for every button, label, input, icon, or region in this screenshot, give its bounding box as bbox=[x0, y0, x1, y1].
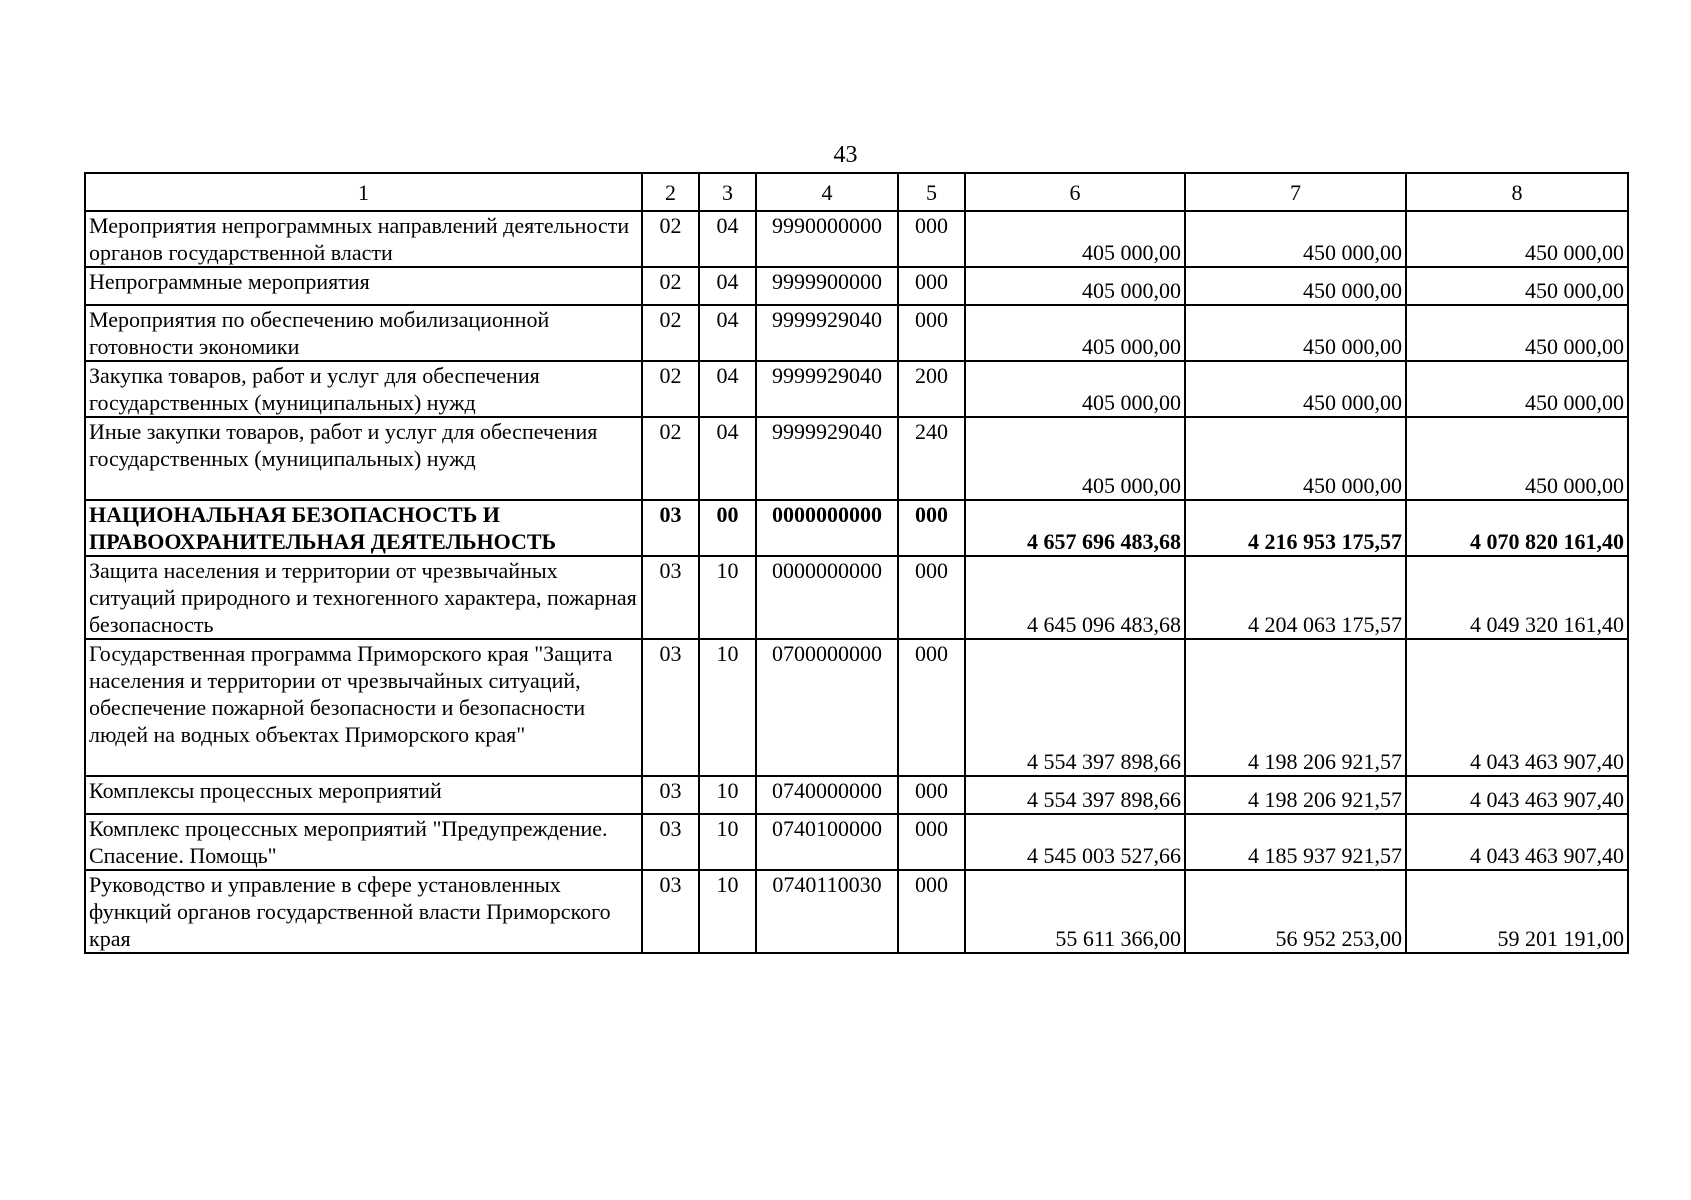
target-article-code: 9999929040 bbox=[756, 305, 898, 361]
subsection-code: 10 bbox=[699, 776, 756, 814]
amount-col-8: 450 000,00 bbox=[1406, 305, 1628, 361]
amount-col-6: 405 000,00 bbox=[965, 361, 1185, 417]
amount-col-7: 450 000,00 bbox=[1185, 417, 1406, 500]
subsection-code: 04 bbox=[699, 267, 756, 305]
amount-col-7: 4 204 063 175,57 bbox=[1185, 556, 1406, 639]
subsection-code: 04 bbox=[699, 211, 756, 267]
amount-col-6: 405 000,00 bbox=[965, 305, 1185, 361]
amount-col-7: 4 216 953 175,57 bbox=[1185, 500, 1406, 556]
target-article-code: 9999900000 bbox=[756, 267, 898, 305]
table-row bbox=[85, 776, 1628, 814]
section-code: 03 bbox=[642, 814, 699, 870]
amount-col-7: 450 000,00 bbox=[1185, 361, 1406, 417]
subsection-code: 10 bbox=[699, 870, 756, 953]
budget-table bbox=[84, 172, 1629, 954]
item-name: НАЦИОНАЛЬНАЯ БЕЗОПАСНОСТЬ И ПРАВООХРАНИТЕЛЬНАЯ ДЕЯТЕЛЬНОСТЬ bbox=[85, 500, 642, 556]
item-name: Государственная программа Приморского края "Защита населения и территории от чрезвычайных ситуаций, обеспечение пожарной безопасности и безопасности людей на водных объектах Приморского края" bbox=[85, 639, 642, 776]
target-article-code: 0740100000 bbox=[756, 814, 898, 870]
amount-col-6: 4 657 696 483,68 bbox=[965, 500, 1185, 556]
expense-type-code: 000 bbox=[898, 870, 965, 953]
target-article-code: 0000000000 bbox=[756, 556, 898, 639]
table-row bbox=[85, 556, 1628, 639]
amount-col-8: 450 000,00 bbox=[1406, 417, 1628, 500]
amount-col-8: 450 000,00 bbox=[1406, 211, 1628, 267]
column-header: 4 bbox=[756, 173, 898, 211]
item-name: Непрограммные мероприятия bbox=[85, 267, 642, 305]
amount-col-6: 405 000,00 bbox=[965, 417, 1185, 500]
amount-col-7: 450 000,00 bbox=[1185, 267, 1406, 305]
subsection-code: 00 bbox=[699, 500, 756, 556]
item-name: Мероприятия непрограммных направлений деятельности органов государственной власти bbox=[85, 211, 642, 267]
column-header: 8 bbox=[1406, 173, 1628, 211]
section-code: 03 bbox=[642, 639, 699, 776]
expense-type-code: 000 bbox=[898, 639, 965, 776]
table-row bbox=[85, 305, 1628, 361]
amount-col-7: 56 952 253,00 bbox=[1185, 870, 1406, 953]
expense-type-code: 200 bbox=[898, 361, 965, 417]
expense-type-code: 240 bbox=[898, 417, 965, 500]
table-row bbox=[85, 211, 1628, 267]
table-row bbox=[85, 870, 1628, 953]
item-name: Комплексы процессных мероприятий bbox=[85, 776, 642, 814]
expense-type-code: 000 bbox=[898, 814, 965, 870]
amount-col-7: 450 000,00 bbox=[1185, 211, 1406, 267]
amount-col-8: 4 043 463 907,40 bbox=[1406, 814, 1628, 870]
table-row bbox=[85, 639, 1628, 776]
amount-col-7: 450 000,00 bbox=[1185, 305, 1406, 361]
expense-type-code: 000 bbox=[898, 776, 965, 814]
table-row bbox=[85, 814, 1628, 870]
section-code: 03 bbox=[642, 870, 699, 953]
amount-col-6: 405 000,00 bbox=[965, 211, 1185, 267]
amount-col-6: 4 554 397 898,66 bbox=[965, 639, 1185, 776]
column-header: 7 bbox=[1185, 173, 1406, 211]
section-code: 03 bbox=[642, 500, 699, 556]
expense-type-code: 000 bbox=[898, 500, 965, 556]
amount-col-6: 4 545 003 527,66 bbox=[965, 814, 1185, 870]
section-code: 03 bbox=[642, 556, 699, 639]
subsection-code: 04 bbox=[699, 305, 756, 361]
amount-col-6: 4 554 397 898,66 bbox=[965, 776, 1185, 814]
column-header: 5 bbox=[898, 173, 965, 211]
target-article-code: 0700000000 bbox=[756, 639, 898, 776]
amount-col-8: 4 043 463 907,40 bbox=[1406, 776, 1628, 814]
item-name: Защита населения и территории от чрезвычайных ситуаций природного и техногенного характера, пожарная безопасность bbox=[85, 556, 642, 639]
target-article-code: 9990000000 bbox=[756, 211, 898, 267]
section-code: 02 bbox=[642, 267, 699, 305]
amount-col-8: 4 049 320 161,40 bbox=[1406, 556, 1628, 639]
target-article-code: 0740110030 bbox=[756, 870, 898, 953]
item-name: Мероприятия по обеспечению мобилизационной готовности экономики bbox=[85, 305, 642, 361]
amount-col-8: 4 043 463 907,40 bbox=[1406, 639, 1628, 776]
item-name: Руководство и управление в сфере установленных функций органов государственной власти Приморского края bbox=[85, 870, 642, 953]
table-row bbox=[85, 417, 1628, 500]
column-header: 6 bbox=[965, 173, 1185, 211]
expense-type-code: 000 bbox=[898, 305, 965, 361]
column-header: 3 bbox=[699, 173, 756, 211]
expense-type-code: 000 bbox=[898, 556, 965, 639]
amount-col-6: 55 611 366,00 bbox=[965, 870, 1185, 953]
column-header: 2 bbox=[642, 173, 699, 211]
section-code: 02 bbox=[642, 361, 699, 417]
item-name: Комплекс процессных мероприятий "Предупреждение. Спасение. Помощь" bbox=[85, 814, 642, 870]
subsection-code: 04 bbox=[699, 417, 756, 500]
amount-col-6: 4 645 096 483,68 bbox=[965, 556, 1185, 639]
amount-col-6: 405 000,00 bbox=[965, 267, 1185, 305]
amount-col-8: 59 201 191,00 bbox=[1406, 870, 1628, 953]
amount-col-7: 4 198 206 921,57 bbox=[1185, 639, 1406, 776]
table-row bbox=[85, 361, 1628, 417]
subsection-code: 10 bbox=[699, 814, 756, 870]
target-article-code: 9999929040 bbox=[756, 361, 898, 417]
subsection-code: 10 bbox=[699, 556, 756, 639]
page-number: 43 bbox=[833, 142, 858, 168]
expense-type-code: 000 bbox=[898, 267, 965, 305]
subsection-code: 04 bbox=[699, 361, 756, 417]
target-article-code: 0000000000 bbox=[756, 500, 898, 556]
target-article-code: 9999929040 bbox=[756, 417, 898, 500]
amount-col-7: 4 198 206 921,57 bbox=[1185, 776, 1406, 814]
section-code: 03 bbox=[642, 776, 699, 814]
table-row bbox=[85, 267, 1628, 305]
amount-col-7: 4 185 937 921,57 bbox=[1185, 814, 1406, 870]
amount-col-8: 4 070 820 161,40 bbox=[1406, 500, 1628, 556]
section-code: 02 bbox=[642, 417, 699, 500]
subsection-code: 10 bbox=[699, 639, 756, 776]
amount-col-8: 450 000,00 bbox=[1406, 267, 1628, 305]
section-code: 02 bbox=[642, 211, 699, 267]
table-row-section-total bbox=[85, 500, 1628, 556]
target-article-code: 0740000000 bbox=[756, 776, 898, 814]
column-header: 1 bbox=[85, 173, 642, 211]
section-code: 02 bbox=[642, 305, 699, 361]
item-name: Иные закупки товаров, работ и услуг для обеспечения государственных (муниципальных) нужд bbox=[85, 417, 642, 500]
expense-type-code: 000 bbox=[898, 211, 965, 267]
amount-col-8: 450 000,00 bbox=[1406, 361, 1628, 417]
table-header-row bbox=[85, 173, 1628, 211]
item-name: Закупка товаров, работ и услуг для обеспечения государственных (муниципальных) нужд bbox=[85, 361, 642, 417]
